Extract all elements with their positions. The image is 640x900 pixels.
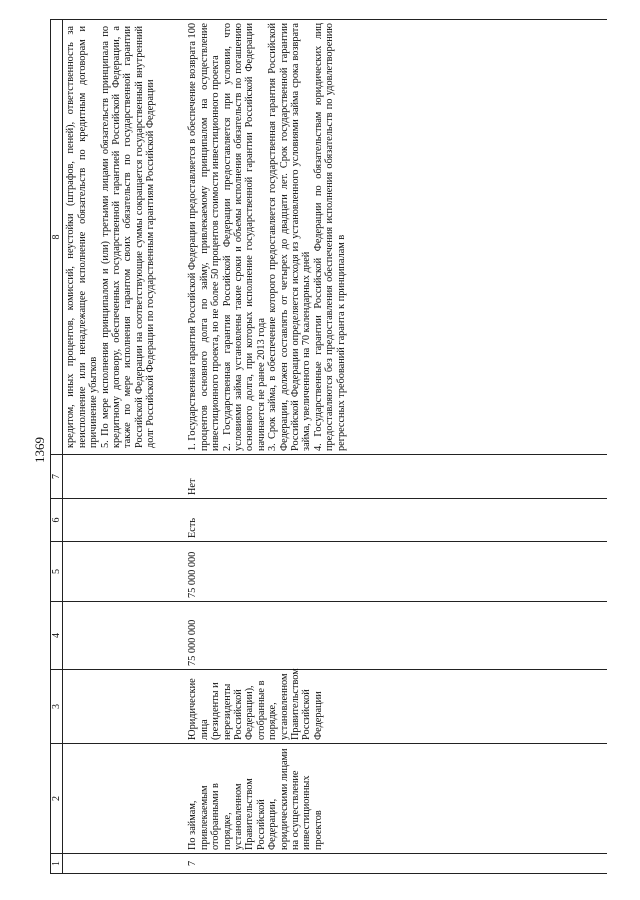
column-header-2: 2 bbox=[51, 744, 63, 854]
row-conditions bbox=[185, 20, 607, 455]
cell-empty bbox=[63, 670, 186, 744]
row-col6-flag: Есть bbox=[185, 499, 607, 542]
condition-item-3: 3. Срок займа, в обеспечение которого предоставляется государственная гарантия Российской Федерации, должен составлять от четырех до двадцати лет. Срок государственной гарантии Российской Федерации определяется исходя из установленного условиями займа срока возврата займа, увеличенного на 70 календарных дней bbox=[267, 23, 313, 451]
column-header-6: 6 bbox=[51, 499, 63, 542]
table-row-continuation bbox=[63, 20, 186, 874]
column-header-3: 3 bbox=[51, 670, 63, 744]
cell-empty bbox=[63, 542, 186, 602]
row-purpose: По займам, привлекаемым отобранными в порядке, установленном Правительством Российской Федерации, юридическими лицами на осуществление инвестиционных проектов bbox=[185, 744, 607, 854]
row-amount-col5: 75 000 000 bbox=[185, 542, 607, 602]
row-col7-flag: Нет bbox=[185, 455, 607, 499]
condition-item-1: 1. Государственная гарантия Российской Федерации предоставляется в обеспечение возврата 100 процентов основного долга по займу, привлекаемому принципалом на осуществление инвестиционного проекта, но не более 50 процентов стоимости инвестиционного проекта bbox=[187, 23, 222, 451]
row-principal-category: Юридические лица (резиденты и нерезиденты Российской Федерации), отобранные в порядке, установленном Правительством Российской Федерации bbox=[185, 670, 607, 744]
condition-item-2: 2. Государственная гарантия Российской Федерации предоставляется при условии, что условиями займа установлены такие сроки и объемы исполнения обязательств по погашению основного долга, при которых исполнение государственной гарантии Российской Федерации начинается не ранее 2013 года bbox=[221, 23, 267, 451]
column-header-7: 7 bbox=[51, 455, 63, 499]
continuation-item-5: 5. По мере исполнения принципалом и (или) третьими лицами обязательств принципала по кредитному договору, обеспеченных государственной гарантией Российской Федерации, а также по мере исполнения гарантом своих обязательств по государственной гарантии Российской Федерации на соответствующие суммы сокращается государственный внутренний долг Российской Федерации по государственным гарантиям Российской Федерации bbox=[99, 26, 157, 448]
cell-empty bbox=[63, 499, 186, 542]
row-number: 7 bbox=[185, 854, 607, 874]
cell-empty bbox=[63, 744, 186, 854]
table-row bbox=[185, 20, 607, 874]
guarantees-table bbox=[50, 19, 607, 874]
column-header-4: 4 bbox=[51, 602, 63, 670]
cell-empty bbox=[63, 602, 186, 670]
column-header-8: 8 bbox=[51, 20, 63, 455]
column-header-5: 5 bbox=[51, 542, 63, 602]
condition-item-4: 4. Государственные гарантии Российской Федерации по обязательствам юридических лиц предоставляются без предоставления обеспечения исполнения обязательств по удовлетворению регрессных требований гаранта к принципалам в bbox=[312, 23, 347, 451]
column-number-row bbox=[51, 20, 63, 874]
continuation-text: кредитом, иных процентов, комиссий, неустойки (штрафов, пеней), ответственность за неисполнение или ненадлежащее исполнение обязательств по кредитным договорам и причинение убытков bbox=[65, 26, 100, 448]
column-header-1: 1 bbox=[51, 854, 63, 874]
cell-empty bbox=[63, 455, 186, 499]
page-number: 1369 bbox=[32, 437, 47, 463]
cell-empty bbox=[63, 854, 186, 874]
cell-continuation-conditions bbox=[63, 20, 186, 455]
row-amount-col4: 75 000 000 bbox=[185, 602, 607, 670]
